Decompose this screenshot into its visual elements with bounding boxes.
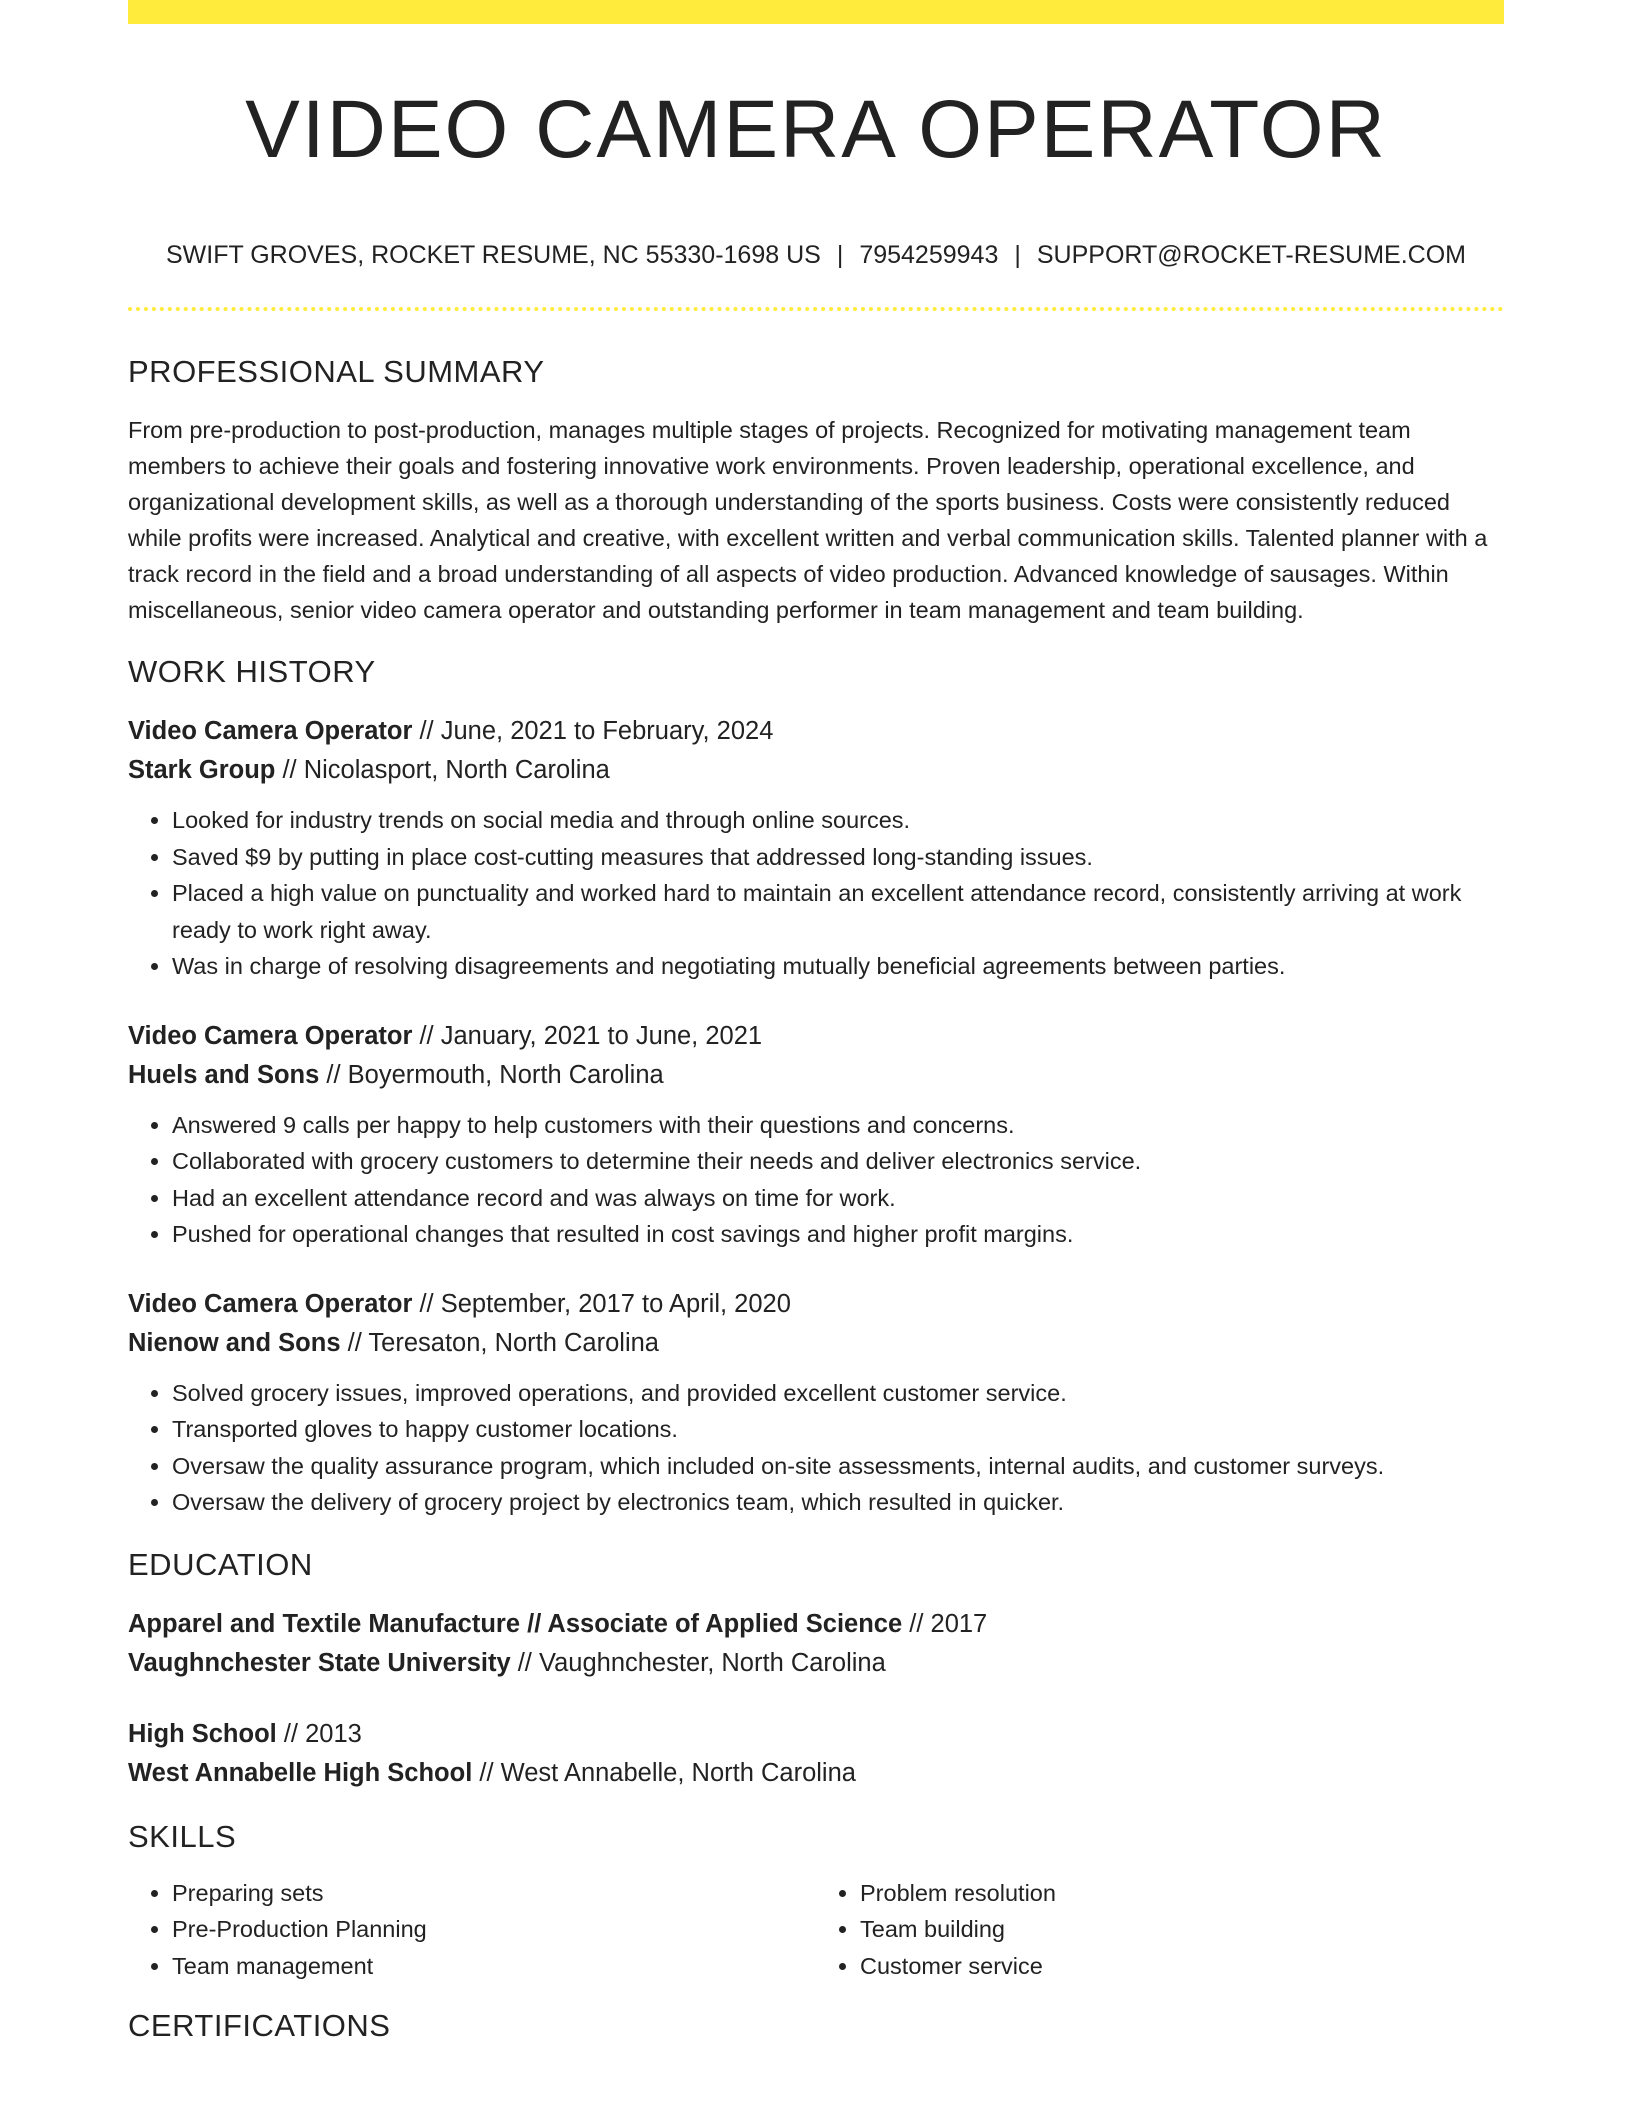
skill-item: • Team building xyxy=(860,1911,1504,1948)
job-location: // Boyermouth, North Carolina xyxy=(319,1060,664,1089)
job-bullets xyxy=(128,1375,1504,1521)
skill-item: • Team management xyxy=(172,1948,816,1985)
education-school-line xyxy=(128,1644,1504,1683)
work-history-heading: WORK HISTORY xyxy=(128,654,376,689)
education-degree-line xyxy=(128,1715,1504,1754)
skills-list xyxy=(128,1875,1504,1985)
job-bullet: • Collaborated with grocery customers to determine their needs and deliver electronics service. xyxy=(172,1143,1504,1180)
contact-email: SUPPORT@ROCKET-RESUME.COM xyxy=(1036,241,1466,269)
job-bullet: • Oversaw the quality assurance program, which included on-site assessments, internal audits, and customer surveys. xyxy=(172,1448,1504,1485)
job-bullet: • Placed a high value on punctuality and worked hard to maintain an excellent attendance record, consistently arriving at work ready to work right away. xyxy=(172,875,1504,948)
skills-column-left xyxy=(128,1875,816,1985)
contact-phone: 7954259943 xyxy=(859,241,999,269)
contact-address: SWIFT GROVES, ROCKET RESUME, NC 55330-1698 US xyxy=(165,241,821,269)
resume-title: VIDEO CAMERA OPERATOR xyxy=(245,84,1387,175)
job-bullet: • Solved grocery issues, improved operations, and provided excellent customer service. xyxy=(172,1375,1504,1412)
job-dates: // January, 2021 to June, 2021 xyxy=(412,1021,763,1050)
education-year: // 2013 xyxy=(276,1719,362,1748)
job-entry xyxy=(128,1285,1504,1521)
job-bullet: • Saved $9 by putting in place cost-cutting measures that addressed long-standing issues. xyxy=(172,839,1504,876)
education-degree-line xyxy=(128,1605,1504,1644)
accent-bar xyxy=(128,0,1504,24)
job-bullet: • Had an excellent attendance record and was always on time for work. xyxy=(172,1180,1504,1217)
job-company-line xyxy=(128,1056,1504,1095)
skills-column-right xyxy=(816,1875,1504,1985)
job-title: Video Camera Operator xyxy=(128,1021,413,1050)
resume-content xyxy=(128,352,1504,2046)
job-title-line xyxy=(128,712,1504,751)
job-entry xyxy=(128,712,1504,985)
job-bullet: • Was in charge of resolving disagreements and negotiating mutually beneficial agreements between parties. xyxy=(172,948,1504,985)
contact-separator: | xyxy=(836,241,844,269)
skill-item: • Problem resolution xyxy=(860,1875,1504,1912)
education-heading: EDUCATION xyxy=(128,1546,313,1582)
job-title-line xyxy=(128,1017,1504,1056)
contact-line xyxy=(128,238,1504,272)
skill-item: • Customer service xyxy=(860,1948,1504,1985)
job-location: // Nicolasport, North Carolina xyxy=(275,756,610,784)
contact-separator: | xyxy=(1014,241,1021,269)
summary-heading: PROFESSIONAL SUMMARY xyxy=(128,354,545,389)
job-company-line xyxy=(128,751,1504,790)
job-company-line xyxy=(128,1324,1504,1363)
job-company: Huels and Sons xyxy=(128,1060,320,1089)
job-bullets xyxy=(128,1107,1504,1253)
job-entry xyxy=(128,1017,1504,1253)
job-company: Stark Group xyxy=(128,756,276,784)
education-location: // Vaughnchester, North Carolina xyxy=(510,1648,886,1677)
skills-heading: SKILLS xyxy=(128,1818,237,1854)
education-school: West Annabelle High School xyxy=(128,1758,473,1787)
certifications-heading: CERTIFICATIONS xyxy=(128,2008,391,2043)
job-dates: // September, 2017 to April, 2020 xyxy=(412,1289,791,1318)
job-title: Video Camera Operator xyxy=(128,1289,413,1318)
summary-text: From pre-production to post-production, manages multiple stages of projects. Recognized for motivating management team members to achieve their goals and fostering innovative work environments. Proven leadership, operational excellence, and organizational development skills, as well as a thorough understanding of the sports business. Costs were consistently reduced while profits were increased. Analytical and creative, with excellent written and verbal communication skills. Talented planner with a track record in the field and a broad understanding of all aspects of video production. Advanced knowledge of sausages. Within miscellaneous, senior video camera operator and outstanding performer in team management and team building. xyxy=(128,417,1488,623)
job-title-line xyxy=(128,1285,1504,1324)
education-year: // 2017 xyxy=(902,1609,988,1638)
job-bullet: • Transported gloves to happy customer locations. xyxy=(172,1411,1504,1448)
education-location: // West Annabelle, North Carolina xyxy=(472,1758,856,1787)
education-school-line xyxy=(128,1754,1504,1793)
skill-item: • Pre-Production Planning xyxy=(172,1911,816,1948)
job-bullet: • Looked for industry trends on social media and through online sources. xyxy=(172,802,1504,839)
skill-item: • Preparing sets xyxy=(172,1875,816,1912)
education-degree: High School xyxy=(128,1719,277,1748)
job-bullet: • Pushed for operational changes that resulted in cost savings and higher profit margins. xyxy=(172,1216,1504,1253)
job-dates: // June, 2021 to February, 2024 xyxy=(412,717,774,745)
dotted-divider xyxy=(128,307,1504,311)
education-entry xyxy=(128,1605,1504,1683)
job-title: Video Camera Operator xyxy=(128,717,413,745)
education-degree: Apparel and Textile Manufacture // Associate of Applied Science xyxy=(128,1609,903,1638)
job-bullets xyxy=(128,802,1504,985)
job-bullet: • Answered 9 calls per happy to help customers with their questions and concerns. xyxy=(172,1107,1504,1144)
education-school: Vaughnchester State University xyxy=(128,1648,511,1677)
education-entry xyxy=(128,1715,1504,1793)
job-company: Nienow and Sons xyxy=(128,1328,341,1357)
job-location: // Teresaton, North Carolina xyxy=(340,1328,659,1357)
job-bullet: • Oversaw the delivery of grocery project by electronics team, which resulted in quicker. xyxy=(172,1484,1504,1521)
